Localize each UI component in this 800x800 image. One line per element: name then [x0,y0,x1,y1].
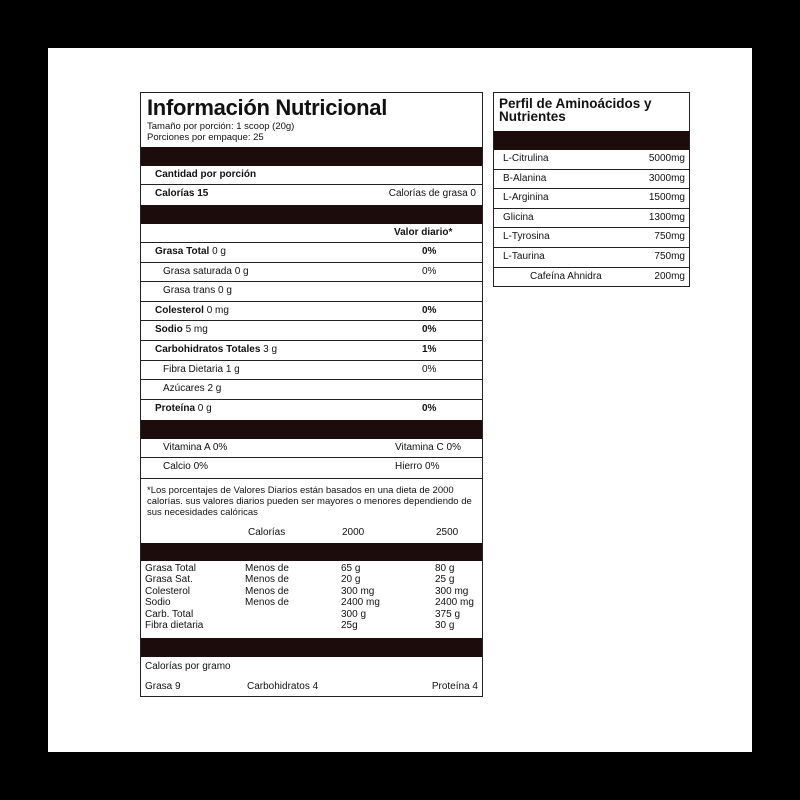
dv-cell-qual: Menos de [245,597,289,609]
nutrient-amount: 1 g [225,363,240,375]
amino-name: L-Taurina [503,251,545,262]
dv-table-header [141,524,482,543]
dv-cell-qual: Menos de [245,563,289,574]
dv-cell-v2500: 300 mg [435,585,469,597]
label-title: Información Nutricional [147,95,388,120]
amino-amount: 750mg [654,231,685,243]
dv-cell-name: Fibra dietaria [145,620,204,631]
nutrient-dv: 0% [422,265,437,277]
amino-row [494,170,689,190]
nutrient-name [155,344,277,355]
nutrient-label: Grasa trans [163,285,216,297]
amino-name: L-Citrulina [503,153,549,164]
divider-bar [141,543,482,561]
nutrient-name [155,403,212,414]
per-gram-protein: Proteína 4 [431,681,478,692]
per-gram-carbs: Carbohidratos 4 [247,681,319,692]
vitamin-right: Vitamina C 0% [395,442,461,453]
nutrient-amount: 0 g [218,285,232,297]
nutrient-row [141,380,482,400]
amino-name: L-Tyrosina [503,231,550,243]
divider-bar [141,147,482,166]
amino-name: Cafeína Ahnidra [530,270,602,282]
dv-cell-v2000: 300 mg [341,585,375,597]
nutrient-dv: 0% [422,304,437,316]
nutrient-row [141,302,482,322]
nutrient-dv: 0% [422,363,437,375]
nutrient-amount: 0 g [197,402,212,414]
dv-header-2500: 2500 [436,527,459,538]
calories-row [141,185,482,204]
dv-cell-name: Carb. Total [145,608,194,620]
dv-cell-v2000: 2400 mg [341,597,380,609]
calories-from-fat: Calorías de grasa 0 [388,188,476,199]
nutrient-name [163,383,221,394]
amino-row [494,150,689,170]
dv-header-calories: Calorías [248,527,286,538]
nutrient-name [163,266,249,277]
nutrient-name [155,246,226,257]
vitamin-right: Hierro 0% [395,461,440,472]
amino-amount: 750mg [654,251,685,262]
nutrient-amount: 0 g [234,265,249,277]
amino-amount: 200mg [654,270,685,282]
nutrient-amount: 0 mg [206,304,229,316]
nutrient-label: Azúcares [163,383,205,395]
amount-per-serving: Cantidad por porción [155,169,257,180]
amino-name: L-Arginina [503,192,549,204]
dv-cell-qual: Menos de [245,574,289,586]
nutrient-dv: 0% [422,324,437,336]
dv-cell-name: Grasa Sat. [145,574,193,586]
per-gram-fat: Grasa 9 [145,681,181,692]
amino-amount: 1500mg [648,192,685,204]
dv-cell-v2500: 30 g [435,620,455,631]
calories-label: Calorías 15 [155,188,209,199]
amino-title: Perfil de Aminoácidos y Nutrientes [499,96,652,124]
amino-row [494,228,689,248]
vitamin-row [141,458,482,479]
vitamin-row [141,439,482,458]
nutrient-name [163,285,232,296]
nutrient-row [141,243,482,263]
nutrient-dv: 0% [422,402,437,414]
daily-value-header-row [141,224,482,243]
divider-bar [141,205,482,224]
nutrient-amount: 3 g [263,344,278,355]
amino-amount: 1300mg [648,211,685,223]
nutrient-row [141,321,482,341]
nutrient-row [141,341,482,361]
daily-value-header: Valor diario* [394,227,453,238]
nutrient-label: Colesterol [155,304,204,316]
nutrient-row [141,263,482,283]
dv-cell-v2500: 375 g [435,608,461,620]
dv-header-2000: 2000 [342,527,365,538]
dv-cell-name: Sodio [145,597,171,609]
vitamin-left: Calcio 0% [163,461,209,472]
divider-bar [141,638,482,657]
nutrient-label: Carbohidratos Totales [155,344,261,355]
divider-bar [494,131,689,150]
amino-row [494,268,689,288]
nutrient-row [141,282,482,302]
nutrient-dv: 0% [422,246,437,257]
nutrient-dv: 1% [422,344,437,355]
amino-row [494,209,689,229]
dv-cell-v2000: 25g [341,620,358,631]
nutrient-label: Sodio [155,324,183,336]
amino-name: Glicina [503,211,534,223]
nutrition-facts-label [140,92,483,697]
dv-cell-v2000: 65 g [341,563,361,574]
dv-cell-v2000: 300 g [341,608,367,620]
dv-cell-name: Grasa Total [145,563,196,574]
divider-bar [141,420,482,439]
nutrient-name [155,324,208,335]
nutrient-name [163,364,240,375]
nutrient-label: Grasa saturada [163,265,232,277]
nutrient-label: Proteína [155,402,196,414]
amount-per-serving-row [141,166,482,185]
nutrient-name [155,305,229,316]
amino-profile-panel [493,92,690,287]
calories-per-gram: Calorías por gramo [145,661,231,672]
vitamin-left: Vitamina A 0% [163,442,228,453]
servings-per-container: Porciones por empaque: 25 [147,132,264,143]
dv-cell-v2000: 20 g [341,574,361,586]
dv-cell-v2500: 80 g [435,563,455,574]
nutrient-amount: 0 g [212,246,226,257]
nutrient-label: Grasa Total [155,246,210,257]
nutrient-label: Fibra Dietaria [163,363,224,375]
serving-size: Tamaño por porción: 1 scoop (20g) [147,121,295,132]
nutrient-amount: 2 g [207,383,222,395]
amino-amount: 3000mg [648,172,685,184]
footnote: *Los porcentajes de Valores Diarios están basados en una dieta de 2000 calorías. sus valores diarios pueden ser mayores o menores dependiendo de sus necesidades calóricas [147,485,472,518]
dv-cell-name: Colesterol [145,585,191,597]
amino-row [494,248,689,268]
amino-row [494,189,689,209]
dv-cell-qual: Menos de [245,585,289,597]
amino-name: B-Alanina [503,172,547,184]
nutrient-row [141,400,482,420]
dv-cell-v2500: 25 g [435,574,455,586]
dv-cell-v2500: 2400 mg [435,597,474,609]
amino-amount: 5000mg [648,153,685,164]
nutrient-amount: 5 mg [185,324,208,336]
nutrient-row [141,361,482,381]
